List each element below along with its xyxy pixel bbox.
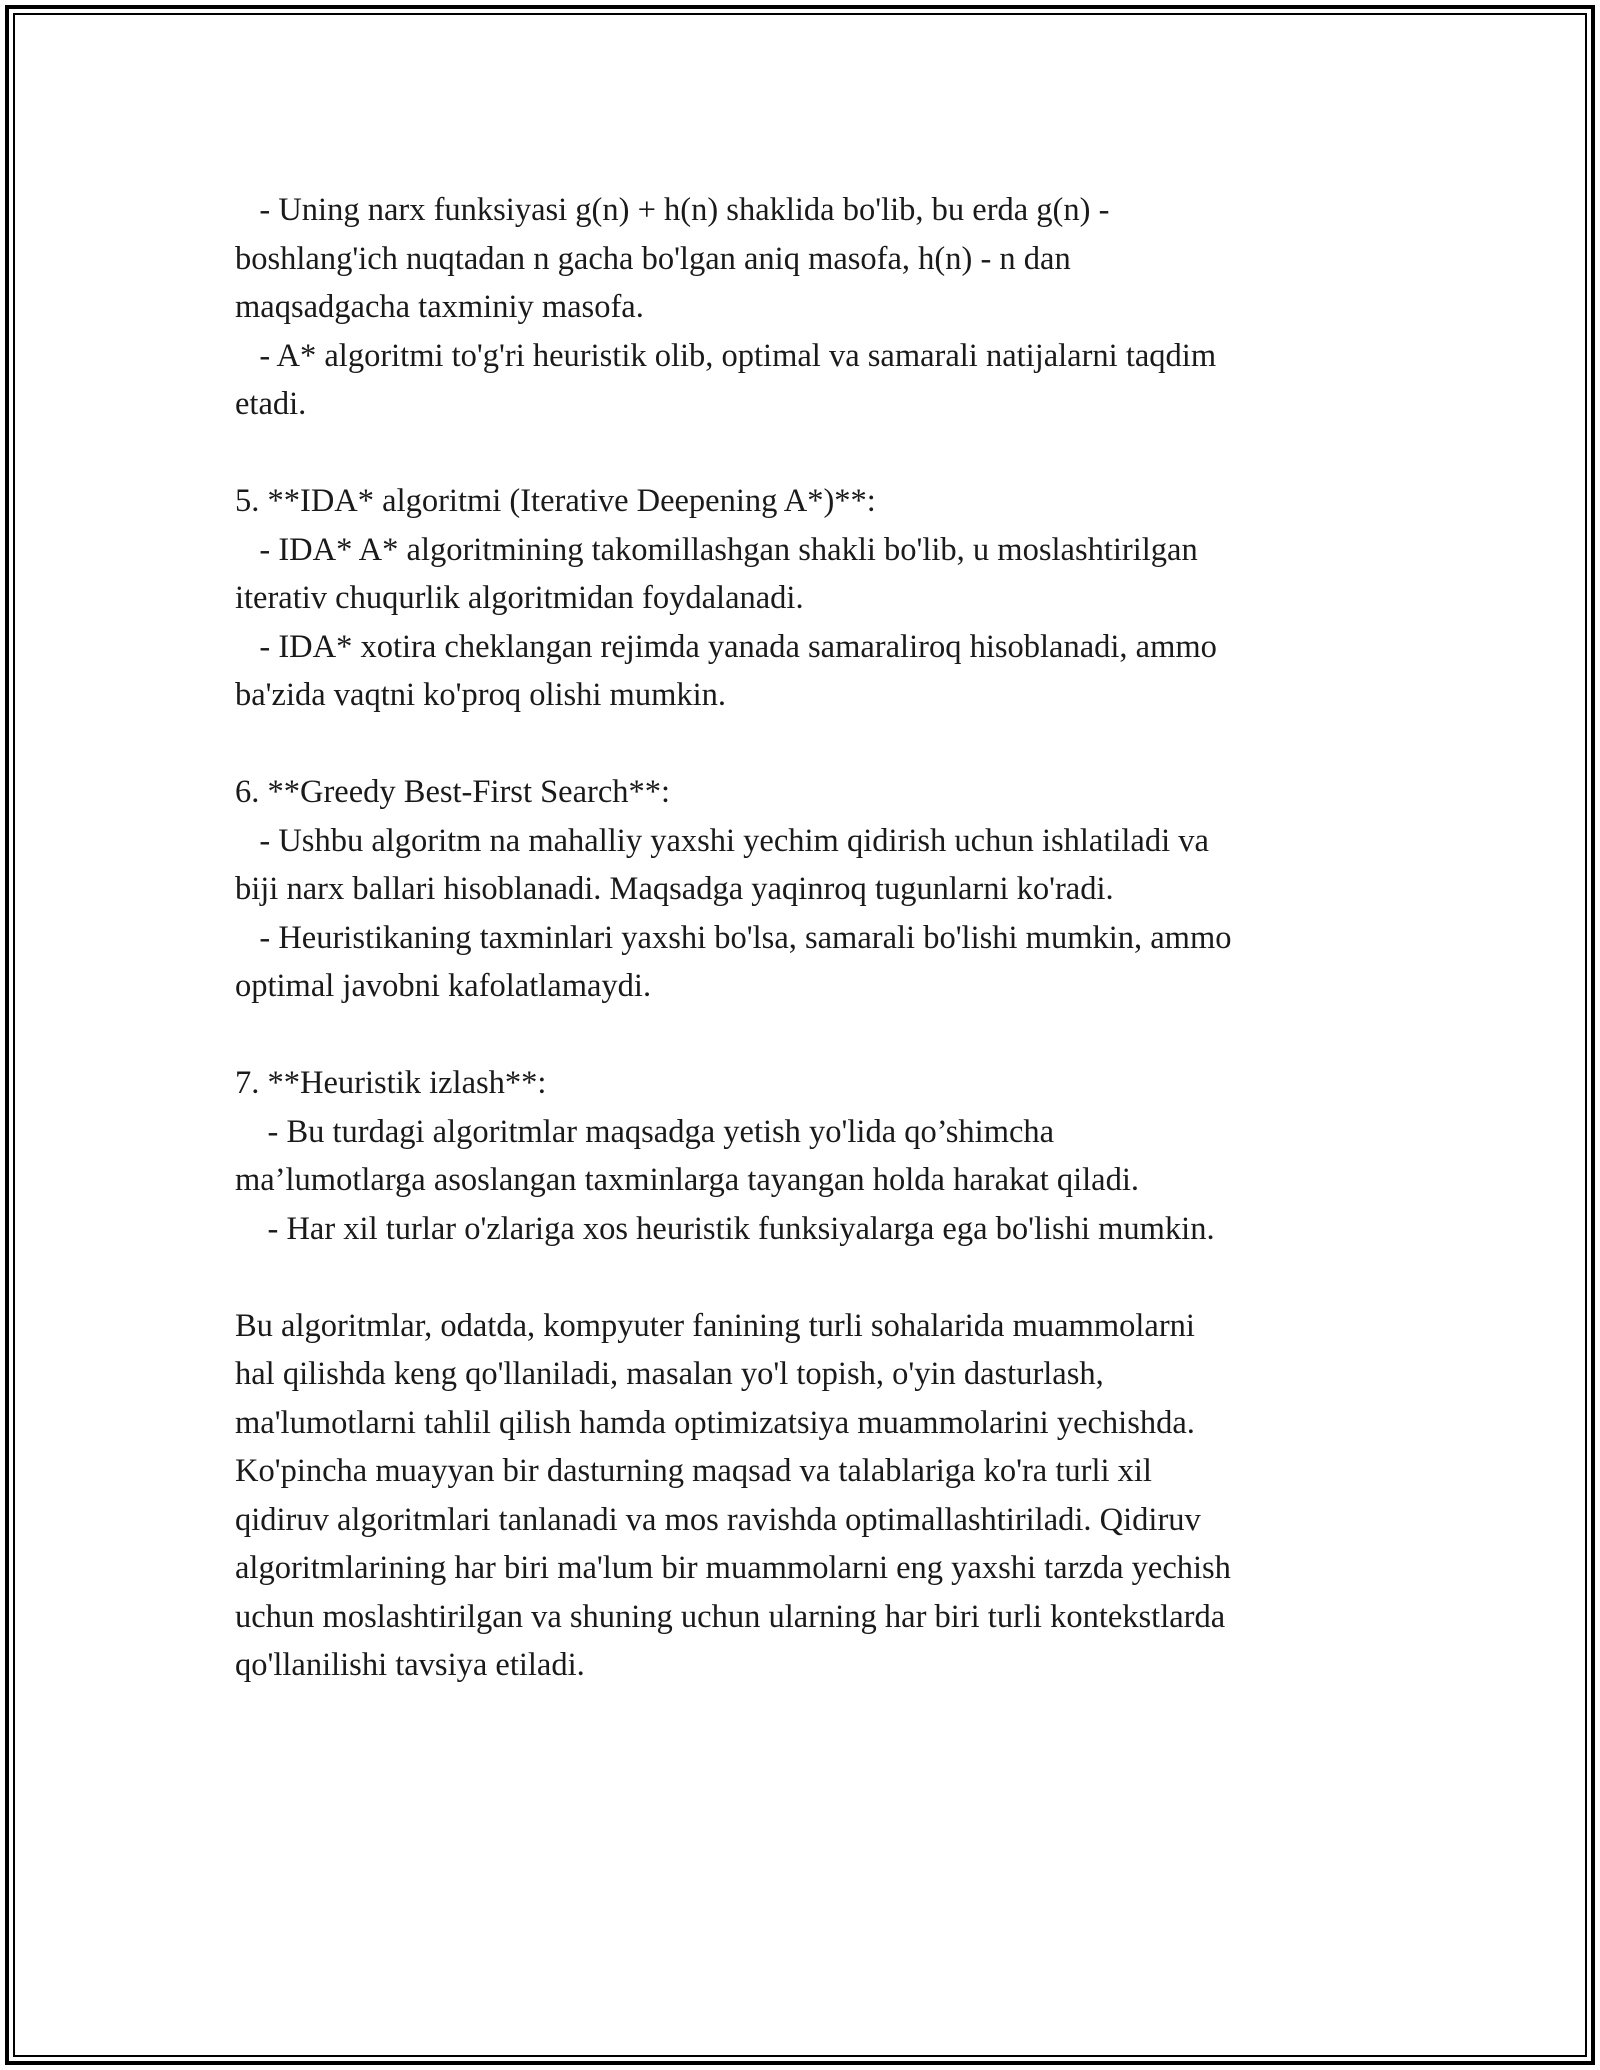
text-line: qidiruv algoritmlari tanlanadi va mos ravishda optimallashtiriladi. Qidiruv: [235, 1501, 1201, 1538]
text-line: - Heuristikaning taxminlari yaxshi bo'lsa, samarali bo'lishi mumkin, ammo: [235, 919, 1232, 956]
text-line: Bu algoritmlar, odatda, kompyuter fanining turli sohalarida muammolarni: [235, 1307, 1195, 1344]
text-line: uchun moslashtirilgan va shuning uchun ularning har biri turli kontekstlarda: [235, 1598, 1226, 1635]
section-heading: 7. **Heuristik izlash**:: [235, 1065, 547, 1101]
blank-line: [235, 429, 1395, 478]
text-line: biji narx ballari hisoblanadi. Maqsadga yaqinroq tugunlarni ko'radi.: [235, 871, 1114, 907]
section-heading: 5. **IDA* algoritmi (Iterative Deepening A*)**:: [235, 483, 876, 519]
blank-line: [235, 720, 1395, 769]
text-line: - IDA* A* algoritmining takomillashgan shakli bo'lib, u moslashtirilgan: [235, 531, 1198, 568]
document-body: [235, 186, 1395, 1690]
text-line: - IDA* xotira cheklangan rejimda yanada samaraliroq hisoblanadi, ammo: [235, 628, 1217, 665]
text-line: Ko'pincha muayyan bir dasturning maqsad va talablariga ko'ra turli xil: [235, 1453, 1152, 1489]
text-line: etadi.: [235, 386, 307, 422]
text-line: ma’lumotlarga asoslangan taxminlarga tayangan holda harakat qiladi.: [235, 1162, 1139, 1198]
section-heading: 6. **Greedy Best-First Search**:: [235, 774, 671, 810]
blank-line: [235, 1253, 1395, 1302]
text-line: qo'llanilishi tavsiya etiladi.: [235, 1647, 585, 1683]
blank-line: [235, 1011, 1395, 1060]
text-line: ma'lumotlarni tahlil qilish hamda optimizatsiya muammolarini yechishda.: [235, 1404, 1195, 1441]
text-line: - A* algoritmi to'g'ri heuristik olib, optimal va samarali natijalarni taqdim: [235, 337, 1217, 374]
text-line: - Uning narx funksiyasi g(n) + h(n) shaklida bo'lib, bu erda g(n) -: [235, 192, 1110, 228]
text-line: boshlang'ich nuqtadan n gacha bo'lgan aniq masofa, h(n) - n dan: [235, 240, 1071, 277]
text-line: - Ushbu algoritm na mahalliy yaxshi yechim qidirish uchun ishlatiladi va: [235, 822, 1209, 859]
text-line: hal qilishda keng qo'llaniladi, masalan yo'l topish, o'yin dasturlash,: [235, 1356, 1104, 1392]
text-line: - Bu turdagi algoritmlar maqsadga yetish yo'lida qo’shimcha: [235, 1113, 1055, 1150]
text-line: optimal javobni kafolatlamaydi.: [235, 968, 652, 1004]
text-line: maqsadgacha taxminiy masofa.: [235, 289, 644, 325]
text-line: ba'zida vaqtni ko'proq olishi mumkin.: [235, 677, 727, 713]
text-line: iterativ chuqurlik algoritmidan foydalanadi.: [235, 580, 804, 616]
text-line: - Har xil turlar o'zlariga xos heuristik funksiyalarga ega bo'lishi mumkin.: [235, 1210, 1215, 1247]
text-line: algoritmlarining har biri ma'lum bir muammolarni eng yaxshi tarzda yechish: [235, 1550, 1231, 1586]
